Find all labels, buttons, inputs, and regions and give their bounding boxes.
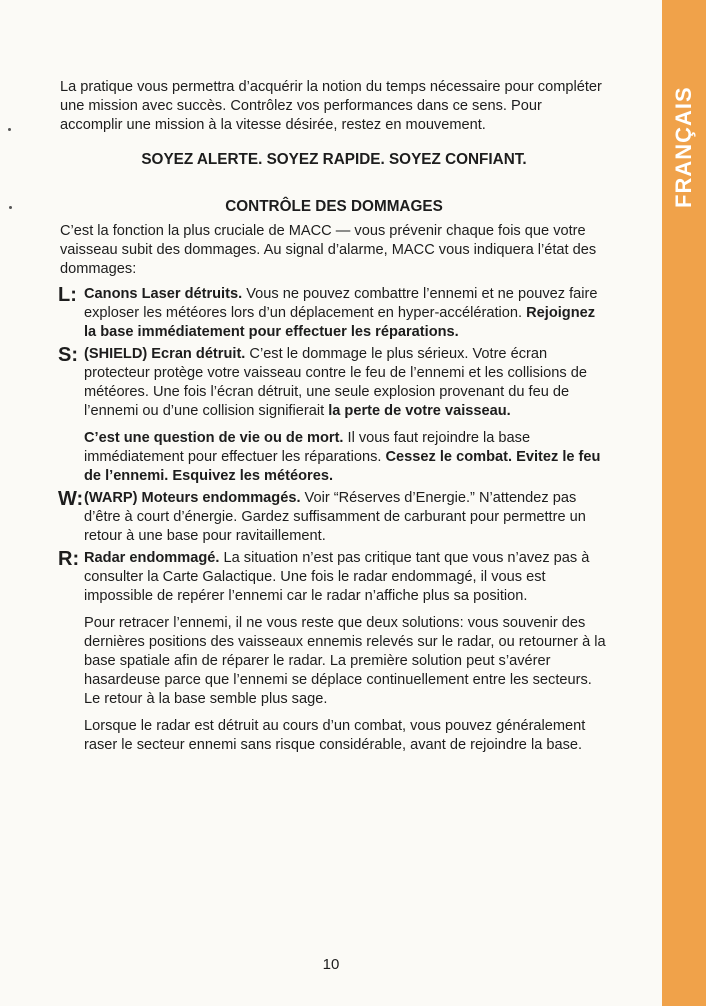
entry-emphasis: la perte de votre vaisseau. (328, 403, 511, 419)
entry-heading: Radar endommagé. (84, 550, 220, 566)
language-tab-label: FRANÇAIS (671, 86, 696, 208)
entry-emphasis: Cessez le combat. Evitez le feu de l’ennemi. Esquivez les météores. (84, 449, 601, 484)
damage-code-letter: W: (58, 488, 84, 510)
entry-text: Il vous faut rejoindre la base immédiatement pour effectuer les réparations. (84, 430, 531, 465)
damage-entry-laser (60, 285, 608, 342)
margin-mark (9, 206, 12, 209)
entry-paragraph (84, 429, 608, 486)
damage-code-letter: R: (58, 548, 80, 570)
entry-paragraph: Lorsque le radar est détruit au cours d’un combat, vous pouvez généralement raser le secteur ennemi sans risque considérable, avant de rejoindre la base. (84, 718, 586, 753)
section-title: CONTRÔLE DES DOMMAGES (225, 198, 443, 215)
intro-paragraph: La pratique vous permettra d’acquérir la notion du temps nécessaire pour compléter une mission avec succès. Contrôlez vos performances dans ce sens. Pour accomplir une mission à la vitesse désirée, restez en mouvement. (60, 79, 602, 133)
page-number: 10 (322, 956, 340, 973)
entry-paragraph (84, 345, 608, 421)
entry-emphasis: Rejoignez la base immédiatement pour effectuer les réparations. (84, 305, 596, 340)
entry-paragraph (84, 285, 608, 342)
section-intro: C’est la fonction la plus cruciale de MACC — vous prévenir chaque fois que votre vaisseau subit des dommages. Au signal d’alarme, MACC vous indiquera l’état des dommages: (60, 223, 597, 277)
entry-paragraph: Pour retracer l’ennemi, il ne vous reste que deux solutions: vous souvenir des dernières positions des vaisseaux ennemis relevés sur le radar, ou retourner à la base spatiale afin de réparer le radar. La première solution peut s’avérer hasardeuse parce que l’ennemi se déplace continuellement entre les secteurs. Le retour à la base semble plus sage. (84, 615, 606, 707)
entry-heading: (WARP) Moteurs endommagés. (84, 490, 301, 506)
language-tab (662, 0, 706, 1006)
damage-code-letter: S: (58, 344, 78, 366)
margin-mark (8, 128, 11, 131)
damage-entry-radar (60, 549, 608, 755)
page-content (60, 78, 608, 758)
entry-heading: (SHIELD) Ecran détruit. (84, 346, 246, 362)
entry-text: C’est le dommage le plus sérieux. Votre écran protecteur protège votre vaisseau contre le feu de l’ennemi et les collisions de météores. Une fois l’écran détruit, une seule explosion provenant du feu de l’ennemi ou d’une collision signifierait (84, 346, 587, 419)
entry-paragraph (84, 489, 608, 546)
entry-paragraph (84, 549, 608, 606)
damage-code-letter: L: (58, 284, 77, 306)
entry-heading: C’est une question de vie ou de mort. (84, 430, 344, 446)
entry-text: Voir “Réserves d’Energie.” N’attendez pas d’être à court d’énergie. Gardez suffisamment de carburant pour permettre un retour à une base pour ravitaillement. (84, 490, 586, 544)
entry-heading: Canons Laser détruits. (84, 286, 243, 302)
entry-text: La situation n’est pas critique tant que vous n’avez pas à consulter la Carte Galactique. Une fois le radar endommagé, il vous est impossible de repérer l’ennemi car le radar n’affiche plus sa position. (84, 550, 590, 604)
slogan: SOYEZ ALERTE. SOYEZ RAPIDE. SOYEZ CONFIANT. (141, 151, 527, 168)
damage-entry-warp (60, 489, 608, 546)
entry-text: Vous ne pouvez combattre l’ennemi et ne pouvez faire exploser les météores lors d’un déplacement en hyper-accélération. (84, 286, 598, 321)
damage-entry-shield (60, 345, 608, 486)
